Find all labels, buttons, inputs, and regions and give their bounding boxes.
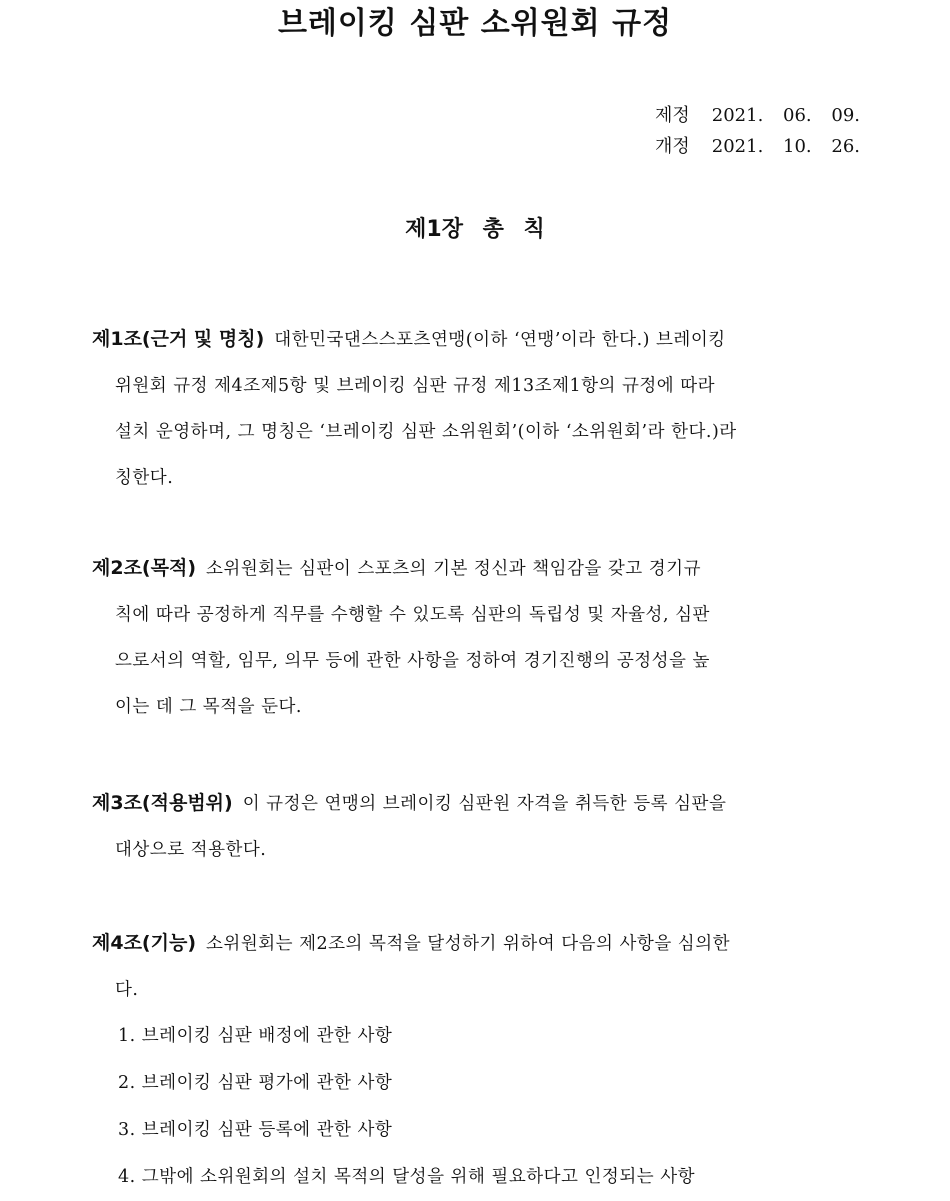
article-4-text-1: 소위원회는 제2조의 목적을 달성하기 위하여 다음의 사항을 심의한 <box>206 934 731 954</box>
article-3-text-2: 대상으로 적용한다. <box>115 840 267 860</box>
article-3 <box>92 780 860 873</box>
article-2 <box>92 545 860 730</box>
list-item: 3. 브레이킹 심판 등록에 관한 사항 <box>118 1120 393 1140</box>
article-1 <box>92 316 860 501</box>
amendment-date <box>655 131 860 162</box>
article-1-line-1 <box>92 316 860 363</box>
article-1-text-1: 대한민국댄스스포츠연맹(이하 ‘연맹’이라 한다.) 브레이킹 <box>274 330 726 350</box>
article-3-text-1: 이 규정은 연맹의 브레이킹 심판원 자격을 취득한 등록 심판을 <box>242 794 727 814</box>
article-1-text-2: 위원회 규정 제4조제5항 및 브레이킹 심판 규정 제13조제1항의 규정에 따라 <box>115 376 716 396</box>
article-2-text-3: 으로서의 역할, 임무, 의무 등에 관한 사항을 정하여 경기진행의 공정성을 높 <box>115 651 710 671</box>
article-4-text-2: 다. <box>115 980 139 1000</box>
article-4 <box>92 920 860 1013</box>
article-4-heading: 제4조(기능) <box>92 932 197 954</box>
article-4-item-list <box>118 1013 695 1201</box>
enactment-date <box>655 100 860 131</box>
article-2-line-1 <box>92 545 860 592</box>
enactment-date-value: 2021. 06. 09. <box>711 105 860 126</box>
document-dates <box>655 100 860 162</box>
article-2-text-1: 소위원회는 심판이 스포츠의 기본 정신과 책임감을 갖고 경기규 <box>206 559 701 579</box>
article-1-text-4: 칭한다. <box>115 468 174 488</box>
article-2-text-4: 이는 데 그 목적을 둔다. <box>115 697 302 717</box>
article-3-line-1 <box>92 780 860 827</box>
article-1-heading: 제1조(근거 및 명칭) <box>92 328 265 350</box>
document-title: 브레이킹 심판 소위원회 규정 <box>277 6 673 41</box>
article-1-text-3: 설치 운영하며, 그 명칭은 ‘브레이킹 심판 소위원회’(이하 ‘소위원회’라 한다.)라 <box>115 422 737 442</box>
article-2-heading: 제2조(목적) <box>92 557 197 579</box>
article-3-heading: 제3조(적용범위) <box>92 792 233 814</box>
amendment-date-value: 2021. 10. 26. <box>711 136 860 157</box>
enactment-date-label: 제정 <box>654 105 690 126</box>
chapter-heading: 제1장 총 칙 <box>405 217 545 242</box>
article-2-text-2: 칙에 따라 공정하게 직무를 수행할 수 있도록 심판의 독립성 및 자율성, 심판 <box>115 605 710 625</box>
list-item: 1. 브레이킹 심판 배정에 관한 사항 <box>118 1026 393 1046</box>
list-item: 2. 브레이킹 심판 평가에 관한 사항 <box>118 1073 393 1093</box>
list-item: 4. 그밖에 소위원회의 설치 목적의 달성을 위해 필요하다고 인정되는 사항 <box>118 1167 696 1187</box>
amendment-date-label: 개정 <box>654 136 690 157</box>
article-4-line-1 <box>92 920 860 967</box>
